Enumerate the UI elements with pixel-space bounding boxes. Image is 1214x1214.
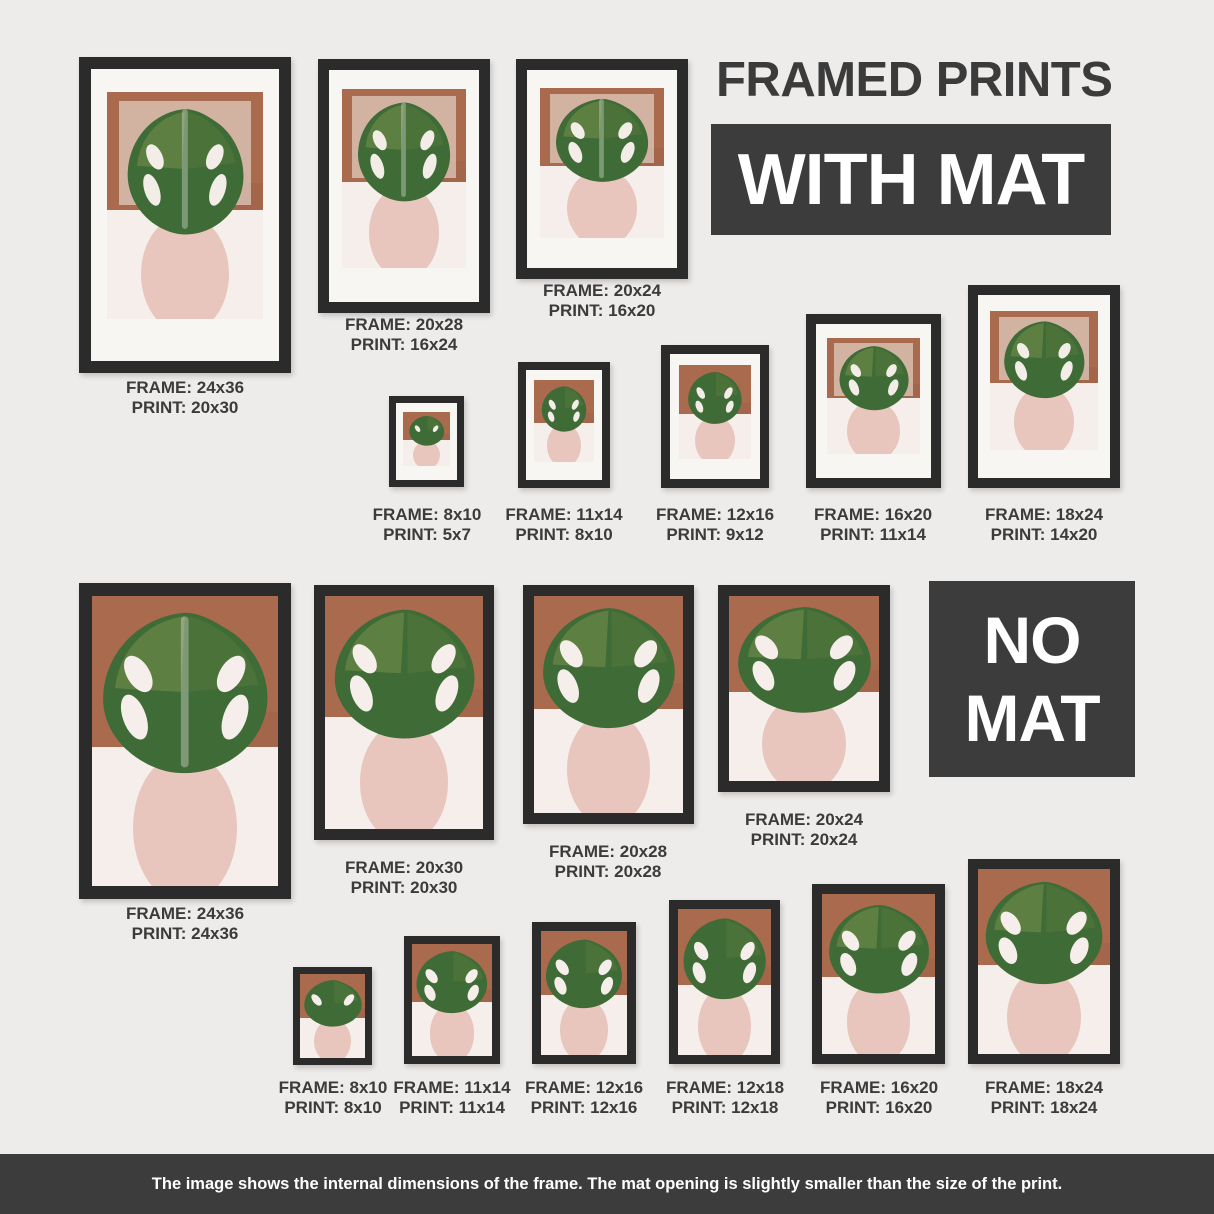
caption-nm-16x20	[789, 1078, 969, 1119]
monstera-leaf-icon	[541, 935, 627, 1012]
mat-wm-8x10	[396, 403, 457, 480]
frame-nm-20x28[interactable]	[523, 585, 694, 824]
print-size-label: PRINT: 16x24	[350, 335, 458, 355]
caption-nm-12x18	[635, 1078, 815, 1119]
print-size-label: PRINT: 12x18	[671, 1098, 779, 1118]
artwork-monstera	[92, 596, 278, 886]
frame-size-label: FRAME: 18x24	[984, 505, 1104, 524]
frame-wm-24x36[interactable]	[79, 57, 291, 373]
caption-nm-20x28	[503, 842, 713, 883]
mat-wm-11x14	[526, 370, 602, 480]
monstera-leaf-icon	[729, 600, 879, 718]
artwork-monstera	[678, 909, 771, 1055]
monstera-leaf-icon	[300, 977, 365, 1029]
frame-nm-16x20[interactable]	[812, 884, 945, 1064]
frame-nm-24x36[interactable]	[79, 583, 291, 899]
frame-nm-20x24[interactable]	[718, 585, 890, 792]
frame-size-label: FRAME: 20x30	[344, 858, 464, 877]
artwork-monstera	[540, 88, 664, 238]
artwork-monstera	[990, 311, 1098, 450]
print-size-label: PRINT: 20x30	[131, 398, 239, 418]
mat-wm-12x16	[670, 354, 760, 479]
caption-nm-20x30	[299, 858, 509, 899]
monstera-leaf-icon	[110, 97, 260, 247]
frame-size-label: FRAME: 12x18	[665, 1078, 785, 1097]
frame-size-label: FRAME: 24x36	[125, 378, 245, 397]
print-size-label: PRINT: 16x20	[548, 301, 656, 321]
artwork-monstera	[107, 92, 263, 319]
print-size-label: PRINT: 8x10	[515, 525, 613, 545]
artwork-monstera	[541, 931, 627, 1055]
monstera-leaf-icon	[534, 600, 683, 735]
frame-wm-20x28[interactable]	[318, 59, 490, 313]
section-banner-with-mat: WITH MAT	[711, 124, 1111, 235]
frame-size-label: FRAME: 11x14	[393, 1078, 511, 1097]
artwork-monstera	[300, 974, 365, 1058]
frame-nm-12x18[interactable]	[669, 900, 780, 1064]
artwork-monstera	[679, 365, 751, 459]
mat-wm-20x24	[527, 70, 677, 268]
frame-size-label: FRAME: 12x16	[655, 505, 775, 524]
section-banner-no-mat	[929, 581, 1135, 777]
print-size-label: PRINT: 11x14	[399, 1098, 505, 1118]
mat-wm-24x36	[91, 69, 279, 361]
caption-wm-20x24	[497, 281, 707, 322]
mat-wm-20x28	[329, 70, 479, 302]
print-size-label: PRINT: 5x7	[383, 525, 471, 545]
print-size-label: PRINT: 20x28	[554, 862, 662, 882]
mat-wm-18x24	[978, 295, 1110, 478]
frame-size-label: FRAME: 18x24	[984, 1078, 1104, 1097]
caption-wm-24x36	[80, 378, 290, 419]
footer-note	[0, 1154, 1214, 1214]
print-size-label: PRINT: 14x20	[990, 525, 1098, 545]
frame-size-label: FRAME: 20x24	[744, 810, 864, 829]
caption-nm-24x36	[80, 904, 290, 945]
no-mat-line-1: NO	[983, 603, 1081, 677]
monstera-leaf-icon	[535, 382, 593, 436]
artwork-monstera	[729, 596, 879, 781]
print-size-label: PRINT: 12x16	[530, 1098, 638, 1118]
monstera-leaf-icon	[678, 913, 771, 1004]
monstera-leaf-icon	[992, 314, 1096, 406]
no-mat-line-2: MAT	[964, 681, 1100, 755]
frame-wm-8x10[interactable]	[389, 396, 464, 487]
print-size-label: PRINT: 24x36	[131, 924, 239, 944]
artwork-monstera	[412, 944, 492, 1056]
artwork-monstera	[827, 338, 920, 454]
artwork-monstera	[534, 596, 683, 813]
frame-size-label: FRAME: 16x20	[813, 505, 933, 524]
frame-wm-11x14[interactable]	[518, 362, 610, 488]
print-size-label: PRINT: 11x14	[820, 525, 926, 545]
page-title-framed-prints: FRAMED PRINTS	[716, 53, 1113, 107]
frame-nm-18x24[interactable]	[968, 859, 1120, 1064]
frame-size-label: FRAME: 8x10	[372, 505, 482, 524]
print-size-label: PRINT: 8x10	[284, 1098, 382, 1118]
monstera-leaf-icon	[542, 91, 661, 190]
print-size-label: PRINT: 20x24	[750, 830, 858, 850]
caption-wm-16x20	[783, 505, 963, 546]
monstera-leaf-icon	[344, 93, 463, 211]
footer-note-text: The image shows the internal dimensions of the frame. The mat opening is slightly smaller than the size of the print.	[151, 1174, 1063, 1193]
frame-size-label: FRAME: 12x16	[524, 1078, 644, 1097]
monstera-leaf-icon	[404, 413, 449, 449]
caption-wm-12x16	[625, 505, 805, 546]
frame-size-label: FRAME: 11x14	[505, 505, 623, 524]
frame-nm-8x10[interactable]	[293, 967, 372, 1065]
frame-wm-16x20[interactable]	[806, 314, 941, 488]
caption-nm-18x24	[954, 1078, 1134, 1119]
mat-wm-16x20	[816, 324, 931, 478]
artwork-monstera	[325, 596, 483, 829]
artwork-monstera	[534, 380, 594, 462]
monstera-leaf-icon	[412, 947, 492, 1016]
monstera-leaf-icon	[92, 602, 278, 782]
frame-wm-20x24[interactable]	[516, 59, 688, 279]
frame-wm-18x24[interactable]	[968, 285, 1120, 488]
monstera-leaf-icon	[325, 601, 483, 745]
artwork-monstera	[342, 89, 466, 268]
print-size-label: PRINT: 20x30	[350, 878, 458, 898]
monstera-leaf-icon	[822, 899, 935, 998]
frame-size-label: FRAME: 20x28	[548, 842, 668, 861]
frame-size-label: FRAME: 20x28	[344, 315, 464, 334]
monstera-leaf-icon	[680, 367, 749, 429]
monstera-leaf-icon	[978, 875, 1110, 990]
monstera-leaf-icon	[829, 340, 918, 417]
frame-size-label: FRAME: 24x36	[125, 904, 245, 923]
artwork-monstera	[403, 412, 450, 466]
caption-wm-18x24	[954, 505, 1134, 546]
frame-size-label: FRAME: 20x24	[542, 281, 662, 300]
frame-nm-12x16[interactable]	[532, 922, 636, 1064]
print-size-label: PRINT: 9x12	[666, 525, 764, 545]
frame-size-label: FRAME: 8x10	[278, 1078, 388, 1097]
frame-size-label: FRAME: 16x20	[819, 1078, 939, 1097]
frame-nm-20x30[interactable]	[314, 585, 494, 840]
caption-wm-20x28	[299, 315, 509, 356]
print-size-label: PRINT: 18x24	[990, 1098, 1098, 1118]
frame-nm-11x14[interactable]	[404, 936, 500, 1064]
frame-wm-12x16[interactable]	[661, 345, 769, 488]
artwork-monstera	[822, 894, 935, 1054]
caption-nm-20x24	[699, 810, 909, 851]
print-size-label: PRINT: 16x20	[825, 1098, 933, 1118]
artwork-monstera	[978, 869, 1110, 1054]
